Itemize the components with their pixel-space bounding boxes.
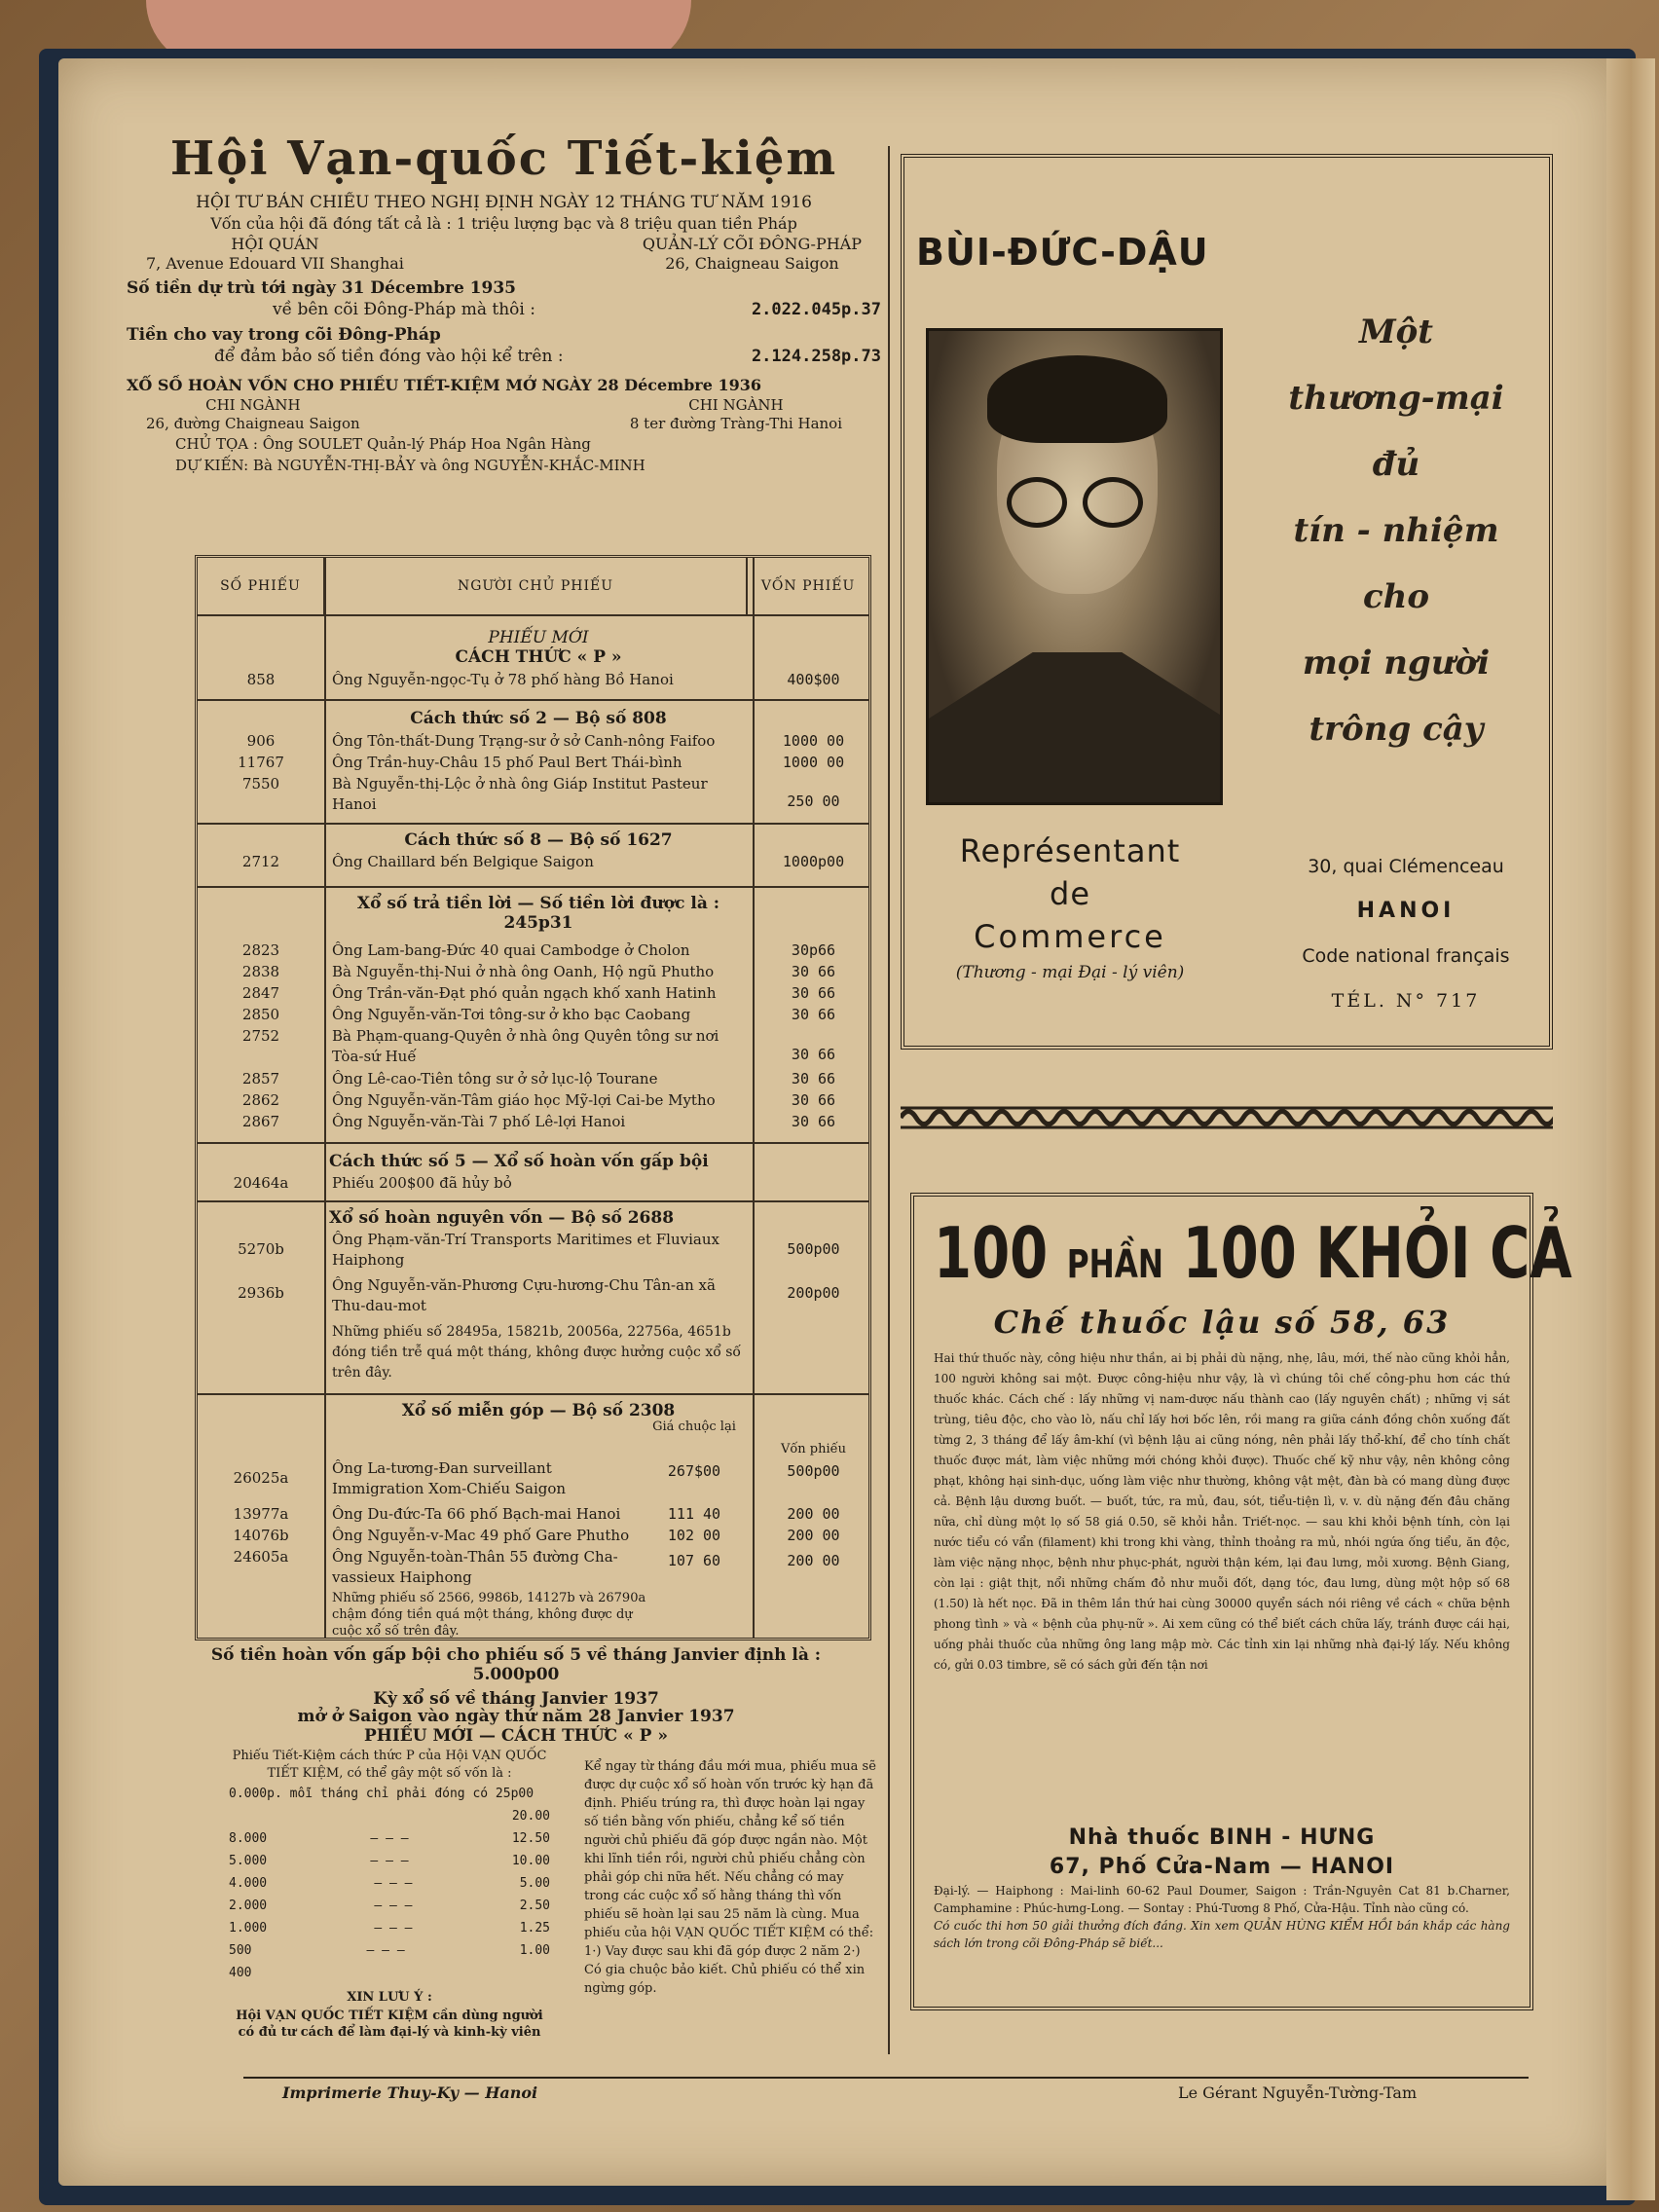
mgmt-addr: 26, Chaigneau Saigon: [665, 254, 839, 273]
ticket-no: 7550: [241, 775, 280, 793]
ad-subheadline: Chế thuốc lậu số 58, 63: [993, 1304, 1451, 1341]
society-subtitle: HỘI TƯ BẢN CHIỀU THEO NGHỊ ĐỊNH NGÀY 12 THÁNG TƯ NĂM 1916: [196, 193, 812, 212]
ticket-explanation: Kể ngay từ tháng đầu mới mua, phiếu mua sẽ được dự cuộc xổ số hoàn vốn trước kỳ hạn đã định. Phiếu trúng ra, thì được hoàn lại ngay số tiền bằng vốn phiếu, chẳng kể số tiền người chủ phiếu đã góp được ngần nào. Một khi lĩnh tiền rồi, người chủ phiếu chẳng còn phải góp chi nữa hết. Nếu chẳng có may trong các cuộc xổ số hằng tháng thì vốn phiếu sẽ hoàn lại sau 25 năm là cùng. Mua phiếu của hội VẠN QUỐC TIẾT KIỆM có thể: 1·) Vay được sau khi đã góp được 2 năm 2·) Có gia chuộc bảo kiết. Chủ phiếu có thể xin ngừng góp.: [584, 1759, 876, 1996]
ticket-no: 2936b: [238, 1284, 284, 1302]
holder-name: Bà Nguyễn-thị-Lộc ở nhà ông Giáp Institut Pasteur Hanoi: [332, 775, 708, 813]
buyback-value: 102 00: [667, 1527, 721, 1544]
portrait-glasses-left: [1007, 477, 1067, 528]
ticket-no: 5270b: [238, 1240, 284, 1258]
ticket-no: 13977a: [233, 1505, 289, 1523]
ticket-capital: 250 00: [787, 793, 840, 810]
group-title: Cách thức số 5 — Xổ số hoàn vốn gấp bội: [329, 1152, 709, 1171]
header-ticket-no: SỐ PHIẾU: [220, 578, 301, 594]
rep-block: [924, 830, 1216, 987]
shop-agents: Đại-lý. — Haiphong : Mai-linh 60-62 Paul Doumer, Saigon : Trần-Nguyên Cat 81 b.Charner, Camphamine : Phúc-hưng-Long. — Sontay : Phú-Tương 8 Phố, Cửa-Hậu. Tỉnh nào cũng có.: [934, 1884, 1510, 1915]
multi-refund: Số tiền hoàn vốn gấp bội cho phiếu số 5 về tháng Janvier định là : 5.000p00: [210, 1645, 822, 1684]
shop-name: Nhà thuốc BINH - HƯNG: [1068, 1825, 1376, 1850]
shop-address: 67, Phố Cửa-Nam — HANOI: [1049, 1855, 1395, 1879]
ticket-no: 26025a: [233, 1469, 289, 1487]
notice-text: Hội VẠN QUỐC TIẾT KIỆM cần dùng người có đủ tư cách để làm đại-lý và kinh-kỳ viên: [236, 2009, 543, 2040]
schedule-amount: 12.50: [511, 1831, 550, 1846]
group-rule: [198, 699, 868, 701]
schedule-amount: 20.00: [511, 1809, 550, 1824]
ticket-no: 2752: [241, 1027, 280, 1045]
schedule-capital: 2.000: [229, 1899, 268, 1913]
ad-headline: [934, 1212, 1572, 1304]
schedule-first: 0.000p. mỗi tháng chỉ phải đóng có 25p00: [229, 1787, 535, 1801]
loan-value: 2.124.258p.73: [751, 347, 881, 366]
branch-addr-1: 26, đường Chaigneau Saigon: [146, 415, 360, 432]
branch-row: [127, 396, 881, 433]
schedule-amount: 1.25: [519, 1921, 550, 1936]
sub-header-capital: Vốn phiếu: [780, 1442, 847, 1456]
ticket-no: 24605a: [233, 1548, 289, 1566]
hq-row: [127, 235, 881, 274]
ticket-capital: 200p00: [787, 1284, 840, 1302]
group-subtitle: CÁCH THỨC « P »: [455, 647, 622, 667]
holder-name: Ông Nguyễn-văn-Tơi tông-sư ở kho bạc Caobang: [332, 1006, 691, 1023]
ad-column: [891, 141, 1572, 2049]
capital-line: Vốn của hội đã đóng tất cả là : 1 triệu lượng bạc và 8 triệu quan tiền Pháp: [210, 214, 797, 233]
loan-title: Tiền cho vay trong cõi Đông-Pháp: [127, 325, 441, 345]
schedule-row: 5.000 — — — 10.00: [229, 1850, 550, 1872]
schedule-amount: 10.00: [511, 1854, 550, 1868]
group-rule: [198, 1200, 868, 1202]
buyback-value: 267$00: [667, 1462, 721, 1480]
group-rule: [198, 886, 868, 888]
reserve-sub: về bên cõi Đông-Pháp mà thôi :: [273, 300, 535, 319]
group-title: Cách thức số 8 — Bộ số 1627: [404, 830, 673, 850]
schedule-capital: 500: [229, 1943, 252, 1958]
column-rule: [888, 146, 890, 2054]
ticket-no: 14076b: [233, 1527, 289, 1544]
ticket-no: 2857: [241, 1070, 280, 1088]
group-title: Xổ số hoàn nguyên vốn — Bộ số 2688: [329, 1208, 675, 1228]
schedule-capital: 400: [229, 1966, 252, 1980]
results-table: [195, 555, 871, 1641]
holder-name: Ông Tôn-thất-Dung Trạng-sư ở sở Canh-nông Faifoo: [332, 732, 716, 750]
ticket-capital: 400$00: [787, 671, 840, 688]
schedule-amount: 5.00: [519, 1876, 550, 1891]
ticket-capital: 1000p00: [782, 853, 845, 870]
ticket-no: 2847: [241, 984, 280, 1002]
hq-label: HỘI QUÁN: [231, 235, 319, 253]
witness-line: DỰ KIẾN: Bà NGUYỄN-THỊ-BẢY và ông NGUYỄN-KHẮC-MINH: [175, 457, 645, 474]
rep-vn: (Thương - mại Đại - lý viên): [955, 963, 1185, 982]
group-rule: [198, 823, 868, 825]
ticket-no: 2850: [241, 1006, 280, 1023]
sub-header-buyback: Giá chuộc lại: [652, 1419, 736, 1434]
table-header: [198, 558, 868, 616]
slogan-line: cho: [1362, 577, 1430, 616]
header-holder-label: NGƯỜI CHỦ PHIẾU: [457, 578, 613, 594]
ticket-no: 906: [246, 732, 276, 750]
schedule-amount: 2.50: [519, 1899, 550, 1913]
loan-row: [127, 346, 881, 367]
slogan-line: tín - nhiệm: [1293, 511, 1499, 550]
schedule-row: 500 — — — 1.00: [229, 1939, 550, 1962]
shop-award: Có cuốc thi hơn 50 giải thưởng đích đáng. Xin xem QUẢN HÙNG KIỂM HỒI bán khắp các hàng sách lớn trong cõi Đông-Pháp sẽ biết...: [934, 1919, 1510, 1950]
holder-name: Ông Phạm-văn-Trí Transports Maritimes et Fluviaux Haiphong: [332, 1231, 719, 1269]
ad-telephone: TÉL. N° 717: [1331, 990, 1481, 1012]
ad-code: Code national français: [1302, 945, 1510, 967]
holder-name: Ông Du-đức-Ta 66 phố Bạch-mai Hanoi: [332, 1505, 621, 1523]
holder-name: Ông Nguyễn-văn-Tài 7 phố Lê-lợi Hanoi: [332, 1113, 626, 1130]
society-title: Hội Vạn-quốc Tiết-kiệm: [169, 131, 838, 186]
buyback-value: 107 60: [667, 1552, 721, 1569]
chair-line: CHỦ TỌA : Ông SOULET Quản-lý Pháp Hoa Ngân Hàng: [175, 435, 591, 453]
schedule-row: 4.000 — — — 5.00: [229, 1872, 550, 1895]
buyback-value: 111 40: [667, 1505, 721, 1523]
ticket-capital: 30 66: [791, 984, 836, 1002]
schedule-block: [229, 1748, 550, 2041]
next-draw: Kỳ xổ số về tháng Janvier 1937: [373, 1689, 659, 1709]
draw-title: XỔ SỐ HOÀN VỐN CHO PHIẾU TIẾT-KIỆM MỞ NGÀY 28 Décembre 1936: [127, 376, 762, 394]
page-edge: [1606, 58, 1655, 2200]
header-holder: [323, 558, 748, 614]
next-draw-sub: mở ở Saigon vào ngày thứ năm 28 Janvier 1937: [297, 1707, 735, 1726]
group-title: Xổ số trả tiền lời — Số tiền lời được là : 245p31: [356, 894, 720, 933]
holder-name: Ông Nguyễn-ngọc-Tụ ở 78 phố hàng Bồ Hanoi: [332, 671, 674, 688]
schedule-amount: 1.00: [519, 1943, 550, 1958]
branch-label-2: CHI NGÀNH: [688, 396, 784, 414]
ticket-capital: 30 66: [791, 1046, 836, 1063]
slogan-line: trông cậy: [1309, 710, 1484, 749]
group-title: PHIẾU MỚI: [488, 628, 589, 647]
commerce-ad: [901, 154, 1553, 1050]
headline-part: PHẦN: [1066, 1242, 1164, 1287]
rep-line: Représentant: [959, 832, 1181, 869]
rep-line: de: [1050, 875, 1090, 912]
ticket-no: 2823: [241, 941, 280, 959]
ticket-capital: 30 66: [791, 963, 836, 980]
holder-name: Ông La-tương-Đan surveillant Immigration Xom-Chiếu Saigon: [332, 1459, 567, 1497]
slogan-line: thương-mại: [1288, 379, 1504, 418]
ticket-capital: 1000 00: [782, 754, 845, 771]
ad-body: Hai thứ thuốc này, công hiệu như thần, ai bị phải dù nặng, nhẹ, lâu, mới, thế nào cũng khỏi hẳn, 100 người không sai một. Được công-hiệu như vậy, là vì chúng tôi chế công-phu hơn các thứ thuốc khác. Cách chế : lấy những vị nam-dược nấu thành cao (lấy nguyên chất) ; những vị sát trùng, tiêu độc, cho vào lò, nấu chỉ lấy hơi bốc lên, rồi mang ra giữa cánh đồng chôn xuống đất từng 2, 3 tháng để lấy âm-khí (vì bệnh lậu ai cũng nóng, nên phải lấy thổ-khí, để cho tính chất thuốc được mát, làm việc những mới chóng khỏi được). Thuốc chế kỹ như vậy, nên không công phạt, không hại sinh-dục, uống làm việc như thường, không vật mệt, đàn bà có mang dùng được cả. Bệnh lậu dương buốt. — buốt, tức, ra mủ, đau, sót, tiểu-tiện lì, v. v. dù nặng đến đâu chăng nữa, chỉ dùng một lọ số 58 giá 0.50, sẽ khỏi hẳn. Triết-nọc. — sau khi khỏi bệnh tính, còn lại nước tiểu có vẩn (filament) khi trong khi vàng, thỉnh thoảng ra mủ, nhói ngứa ống tiểu, ăn độc, làm việc nặng nhọc, bệnh như phục-phát, người thận kém, lại đau lưng, mỏi xương. Bệnh Giang, còn lại : giật thịt, nổi những chấm đỏ như muỗi đốt, dạng tóc, đau lưng, dùng một hộp số 68 (1.50) là hết nọc. Đã in thêm lần thứ hai cùng 30000 quyển sách nói riêng về cách « chữa bệnh phong tình » và « bệnh của phụ-nữ ». Ai xem cũng có thể biết cách chữa lấy, tránh được cái hại, uống phải thuốc của những ông lang mập mờ. Các tỉnh xin lại những nhà đại-lý lấy. Nếu không có, gửi 0.03 timbre, sẽ có sách gửi đến tận nơi: [934, 1351, 1510, 1672]
notice-title: XIN LƯU Ý :: [347, 1990, 432, 2005]
portrait-photo: [926, 328, 1223, 805]
group-rule: [198, 1142, 868, 1144]
contact-block: [1265, 844, 1547, 1023]
schedule-capital: 4.000: [229, 1876, 268, 1891]
medicine-ad: [910, 1193, 1572, 2010]
holder-name: Ông Lam-bang-Đức 40 quai Cambodge ở Cholon: [332, 941, 690, 959]
ticket-no: 11767: [238, 754, 284, 771]
ticket-capital: 30p66: [791, 941, 836, 959]
ad-city: HANOI: [1356, 899, 1456, 923]
group-title: Xổ số miễn góp — Bộ số 2308: [401, 1401, 676, 1420]
ticket-capital: 200 00: [787, 1527, 840, 1544]
group-note: Những phiếu số 2566, 9986b, 14127b và 26790a chậm đóng tiền quá một tháng, không được dự cuộc xổ số trên đây.: [332, 1591, 646, 1639]
ticket-capital: 200 00: [787, 1552, 840, 1569]
holder-name: Ông Nguyễn-v-Mac 49 phố Gare Phutho: [332, 1527, 630, 1544]
group-rule: [198, 1393, 868, 1395]
headline-part: 100: [934, 1212, 1049, 1294]
ticket-no: 858: [246, 671, 276, 688]
schedule-row: 8.000 — — — 12.50: [229, 1827, 550, 1850]
reserve-row: [127, 299, 881, 320]
holder-name: Ông Chaillard bến Belgique Saigon: [332, 853, 594, 870]
hq-addr: 7, Avenue Edouard VII Shanghai: [146, 254, 404, 273]
portrait-hair: [987, 355, 1167, 443]
loan-sub: để đảm bảo số tiền đóng vào hội kể trên :: [214, 347, 564, 366]
ticket-capital: 1000 00: [782, 732, 845, 750]
slogan-line: mọi người: [1302, 644, 1491, 682]
holder-name: Ông Trần-huy-Châu 15 phố Paul Bert Thái-bình: [332, 754, 682, 771]
ad-name: BÙI-ĐỨC-DẬU: [916, 231, 1209, 274]
ticket-no: 20464a: [233, 1174, 289, 1192]
schedule-row: [229, 1783, 550, 1805]
portrait-glasses-right: [1083, 477, 1143, 528]
ticket-no: 2838: [241, 963, 280, 980]
headline-part: 100 KHỎI CẢ: [1182, 1212, 1572, 1294]
holder-name: Bà Phạm-quang-Quyên ở nhà ông Quyên tông sư nơi Tòa-sứ Huế: [332, 1027, 719, 1065]
ad-slogan: [1245, 299, 1547, 762]
rep-line: Commerce: [974, 918, 1166, 955]
table-col-rule-2: [753, 558, 755, 1638]
reserve-title: Số tiền dự trù tới ngày 31 Décembre 1935: [127, 278, 516, 298]
ticket-capital: 30 66: [791, 1091, 836, 1109]
ticket-no: 2862: [241, 1091, 280, 1109]
schedule-intro: Phiếu Tiết-Kiệm cách thức P của Hội VẠN QUỐC TIẾT KIỆM, có thể gây một số vốn là :: [232, 1749, 547, 1781]
group-note: Những phiếu số 28495a, 15821b, 20056a, 22756a, 4651b đóng tiền trễ quá một tháng, không được hưởng cuộc xổ số trên đây.: [332, 1324, 741, 1381]
ticket-capital: 30 66: [791, 1070, 836, 1088]
branch-label-1: CHI NGÀNH: [205, 396, 301, 414]
ticket-capital: 500p00: [787, 1240, 840, 1258]
holder-name: Bà Nguyễn-thị-Nui ở nhà ông Oanh, Hộ ngũ Phutho: [332, 963, 715, 980]
portrait-suit: [929, 652, 1223, 805]
ticket-capital: 30 66: [791, 1006, 836, 1023]
holder-name: Ông Trần-văn-Đạt phó quản ngạch khố xanh Hatinh: [332, 984, 717, 1002]
holder-name: Ông Nguyễn-văn-Phương Cựu-hương-Chu Tân-an xã Thu-dau-mot: [332, 1276, 716, 1314]
gerant-credit: Le Gérant Nguyễn-Tường-Tam: [1178, 2083, 1418, 2102]
schedule-capital: 1.000: [229, 1921, 268, 1936]
ticket-capital: 500p00: [787, 1462, 840, 1480]
schedule-row: 1.000 — — — 1.25: [229, 1917, 550, 1939]
printer-credit: Imprimerie Thuy-Ky — Hanoi: [282, 2083, 538, 2102]
group-title: Cách thức số 2 — Bộ số 808: [410, 709, 667, 728]
slogan-line: Một: [1358, 313, 1434, 351]
holder-name: Phiếu 200$00 đã hủy bỏ: [332, 1174, 512, 1192]
wave-divider: [901, 1105, 1553, 1130]
schedule-capital: 8.000: [229, 1831, 268, 1846]
table-col-rule-1: [324, 558, 326, 1638]
ticket-capital: 200 00: [787, 1505, 840, 1523]
ticket-no: 2712: [241, 853, 280, 870]
header-capital: VỐN PHIẾU: [760, 578, 856, 594]
schedule-row: [229, 1962, 550, 1984]
schedule-capital: 5.000: [229, 1854, 268, 1868]
footer-rule: [243, 2077, 1529, 2079]
schedule-row: 2.000 — — — 2.50: [229, 1895, 550, 1917]
new-ticket-title: PHIẾU MỚI — CÁCH THỨC « P »: [363, 1726, 668, 1746]
ticket-no: 2867: [241, 1113, 280, 1130]
slogan-line: đủ: [1372, 445, 1420, 484]
schedule-row: [229, 1805, 550, 1827]
ad-address: 30, quai Clémenceau: [1308, 856, 1504, 877]
holder-name: Ông Nguyễn-văn-Tâm giáo học Mỹ-lợi Cai-be Mytho: [332, 1091, 716, 1109]
holder-name: Ông Lê-cao-Tiên tông sư ở sở lục-lộ Tourane: [332, 1070, 658, 1088]
mgmt-label: QUẢN-LÝ CÕI ĐÔNG-PHÁP: [642, 235, 862, 253]
branch-addr-2: 8 ter đường Tràng-Thi Hanoi: [629, 415, 842, 432]
holder-name: Ông Nguyễn-toàn-Thân 55 đường Cha-vassieux Haiphong: [332, 1548, 618, 1586]
ticket-capital: 30 66: [791, 1113, 836, 1130]
reserve-value: 2.022.045p.37: [751, 300, 881, 319]
